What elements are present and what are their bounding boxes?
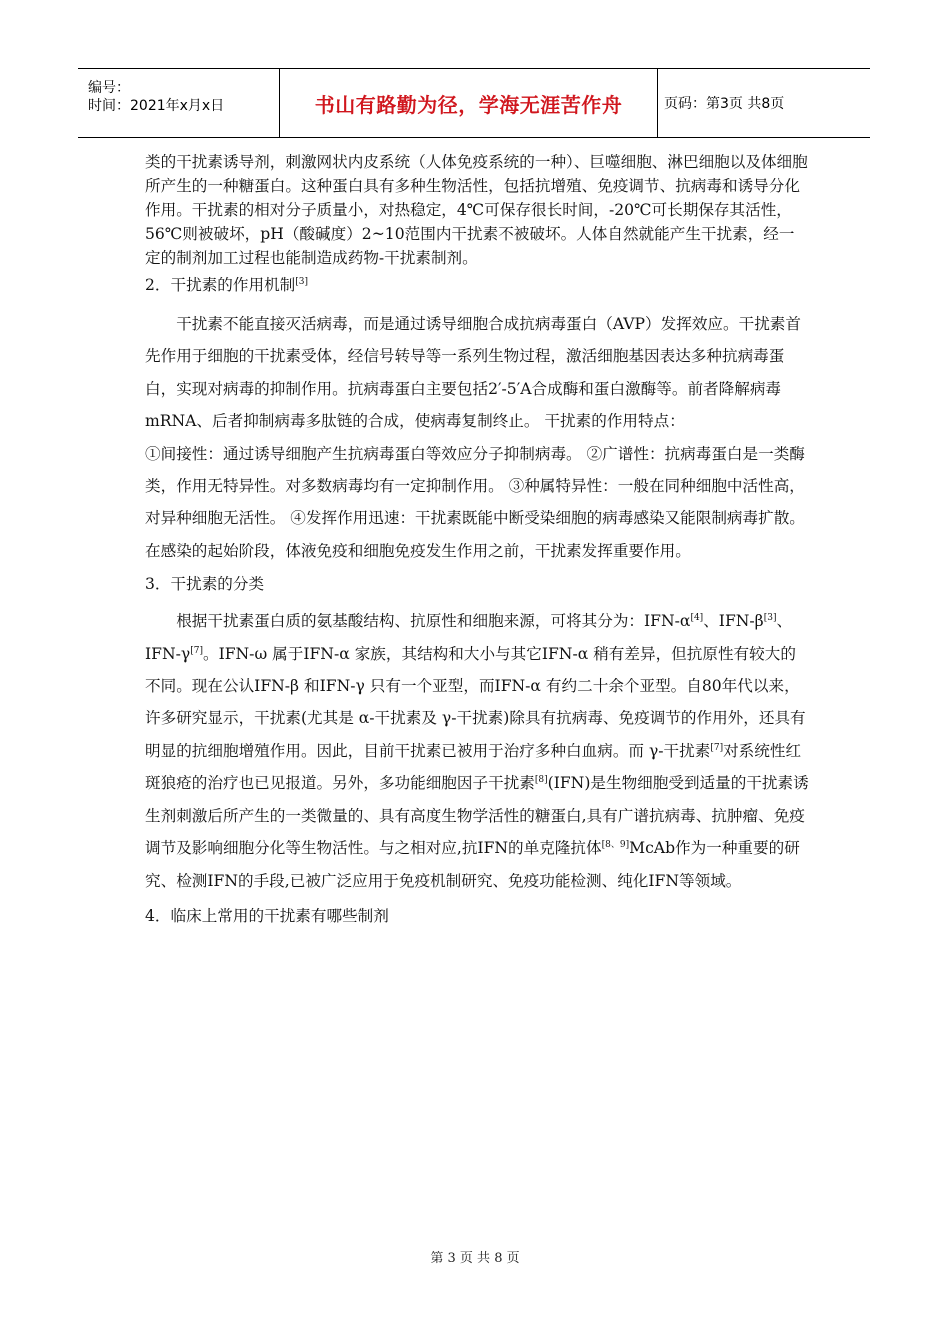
text-run: 、IFN-β <box>703 612 764 631</box>
page-header <box>78 68 870 138</box>
paragraph-features: ①间接性：通过诱导细胞产生抗病毒蛋白等效应分子抑制病毒。 ②广谱性：抗病毒蛋白是一类酶类，作用无特异性。对多数病毒均有一定抑制作用。 ③种属特异性：一般在同种细胞中活性高，对异种细胞无活性。 ④发挥作用迅速：干扰素既能中断受染细胞的病毒感染又能限制病毒扩散。在感染的起始阶段，体液免疫和细胞免疫发生作用之前，干扰素发挥重要作用。 <box>145 444 805 560</box>
page-footer: 第 3 页 共 8 页 <box>430 1251 520 1266</box>
citation-ref: [3] <box>295 276 309 287</box>
paragraph-mechanism: 干扰素不能直接灭活病毒，而是通过诱导细胞合成抗病毒蛋白（AVP）发挥效应。干扰素首先作用于细胞的干扰素受体，经信号转导等一系列生物过程，激活细胞基因表达多种抗病毒蛋白，实现对病毒的抑制作用。抗病毒蛋白主要包括2′-5′A合成酶和蛋白激酶等。前者降解病毒mRNA、后者抑制病毒多肽链的合成，使病毒复制终止。 干扰素的作用特点： <box>145 315 801 431</box>
section-heading-2-text: 2．干扰素的作用机制 <box>145 276 296 294</box>
section-heading-4: 4．临床上常用的干扰素有哪些制剂 <box>145 906 389 925</box>
text-run: 、IFN-γ <box>145 612 793 663</box>
header-time-label: 时间：2021年x月x日 <box>88 98 225 114</box>
section-heading-3: 3．干扰素的分类 <box>145 575 265 594</box>
section-heading-2 <box>145 270 809 300</box>
header-motto: 书山有路勤为径，学海无涯苦作舟 <box>280 69 658 137</box>
header-page-code: 页码：第3页 共8页 <box>664 96 785 112</box>
text-run: (IFN)是生物细胞受到适量的干扰素诱生剂刺激后所产生的一类微量的、具有高度生物学活性的糖蛋白,具有广谱抗病毒、抗肿瘤、免疫调节及影响细胞分化等生物活性。与之相对应,抗IFN的单克隆抗体 <box>145 774 809 858</box>
text-run: 对系统性红斑狼疮的治疗也已见报道。另外，多功能细胞因子干扰素 <box>145 741 802 793</box>
citation-ref: [7] <box>190 645 203 656</box>
text-run: McAb作为一种重要的研究、检测IFN的手段,已被广泛应用于免疫机制研究、免疫功能检测、纯化IFN等领域。 <box>145 839 800 890</box>
document-body <box>145 150 809 931</box>
citation-ref: [7] <box>710 742 724 753</box>
text-run: 。IFN-ω 属于IFN-α 家族，其结构和大小与其它IFN-α 稍有差异，但抗原性有较大的不同。现在公认IFN-β 和IFN-γ 只有一个亚型，而IFN-α 有约二十余个亚型。自80年代以来，许多研究显示，干扰素(尤其是 α-干扰素及 γ-干扰素)除具有抗病毒、免疫调节的作用外，还具有明显的抗细胞增殖作用。因此，目前干扰素已被用于治疗多种白血病。而 γ-干扰素 <box>145 644 806 760</box>
header-number-label: 编号： <box>88 80 130 96</box>
citation-ref: [4] <box>690 613 704 624</box>
citation-ref: [8] <box>534 775 548 786</box>
header-meta <box>78 69 280 137</box>
paragraph-classification <box>145 605 809 897</box>
text-run: 根据干扰素蛋白质的氨基酸结构、抗原性和细胞来源，可将其分为：IFN-α <box>176 612 691 631</box>
paragraph-intro: 类的干扰素诱导剂，刺激网状内皮系统（人体免疫系统的一种）、巨噬细胞、淋巴细胞以及体细胞所产生的一种糖蛋白。这种蛋白具有多种生物活性，包括抗增殖、免疫调节、抗病毒和诱导分化作用。干扰素的相对分子质量小，对热稳定，4℃可保存很长时间，-20℃可长期保存其活性，56℃则被破坏，pH（酸碱度）2~10范围内干扰素不被破坏。人体自然就能产生干扰素，经一定的制剂加工过程也能制造成药物-干扰素制剂。 <box>145 153 808 267</box>
citation-ref: [3] <box>763 613 777 624</box>
citation-ref: [8、9] <box>601 839 630 850</box>
